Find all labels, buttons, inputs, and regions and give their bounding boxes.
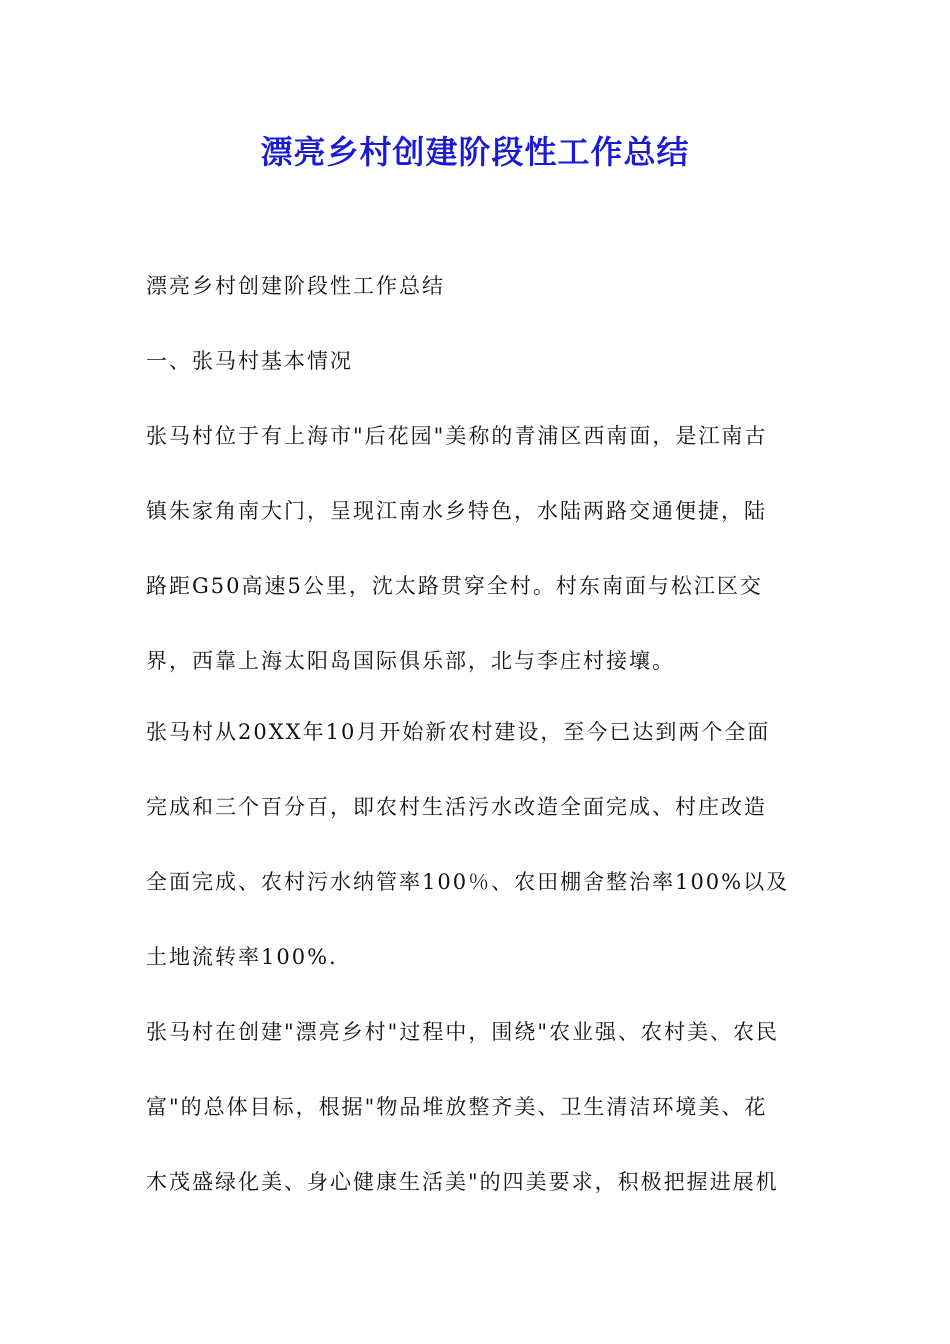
paragraph-3-line-2: 富"的总体目标，根据"物品堆放整齐美、卫生清洁环境美、花 — [146, 1095, 768, 1119]
paragraph-2-line-3: 全面完成、农村污水纳管率100％、农田棚舍整治率100%以及 — [146, 870, 790, 894]
paragraph-1-line-1: 张马村位于有上海市"后花园"美称的青浦区西南面，是江南古 — [146, 424, 768, 448]
paragraph-3-line-3: 木茂盛绿化美、身心健康生活美"的四美要求，积极把握进展机 — [146, 1170, 779, 1194]
paragraph-1 — [146, 399, 810, 699]
paragraph-3 — [146, 995, 810, 1220]
paragraph-3-line-1: 张马村在创建"漂亮乡村"过程中，围绕"农业强、农村美、农民 — [146, 1020, 779, 1044]
subtitle-line: 漂亮乡村创建阶段性工作总结 — [146, 274, 445, 298]
paragraph-2-line-4: 土地流转率100%. — [146, 945, 338, 969]
paragraph-2 — [146, 695, 810, 995]
paragraph-2-line-1: 张马村从20XX年10月开始新农村建设，至今已达到两个全面 — [146, 720, 771, 744]
paragraph-1-line-2: 镇朱家角南大门，呈现江南水乡特色，水陆两路交通便捷，陆 — [146, 499, 767, 523]
paragraph-1-line-4: 界，西靠上海太阳岛国际俱乐部，北与李庄村接壤。 — [146, 649, 675, 673]
section-heading — [146, 324, 810, 399]
section-heading-line: 一、张马村基本情况 — [146, 349, 353, 373]
document-subtitle — [146, 249, 810, 324]
paragraph-2-line-2: 完成和三个百分百，即农村生活污水改造全面完成、村庄改造 — [146, 795, 767, 819]
paragraph-1-line-3: 路距G50高速5公里，沈太路贯穿全村。村东南面与松江区交 — [146, 574, 763, 598]
document-title: 漂亮乡村创建阶段性工作总结 — [260, 133, 690, 171]
